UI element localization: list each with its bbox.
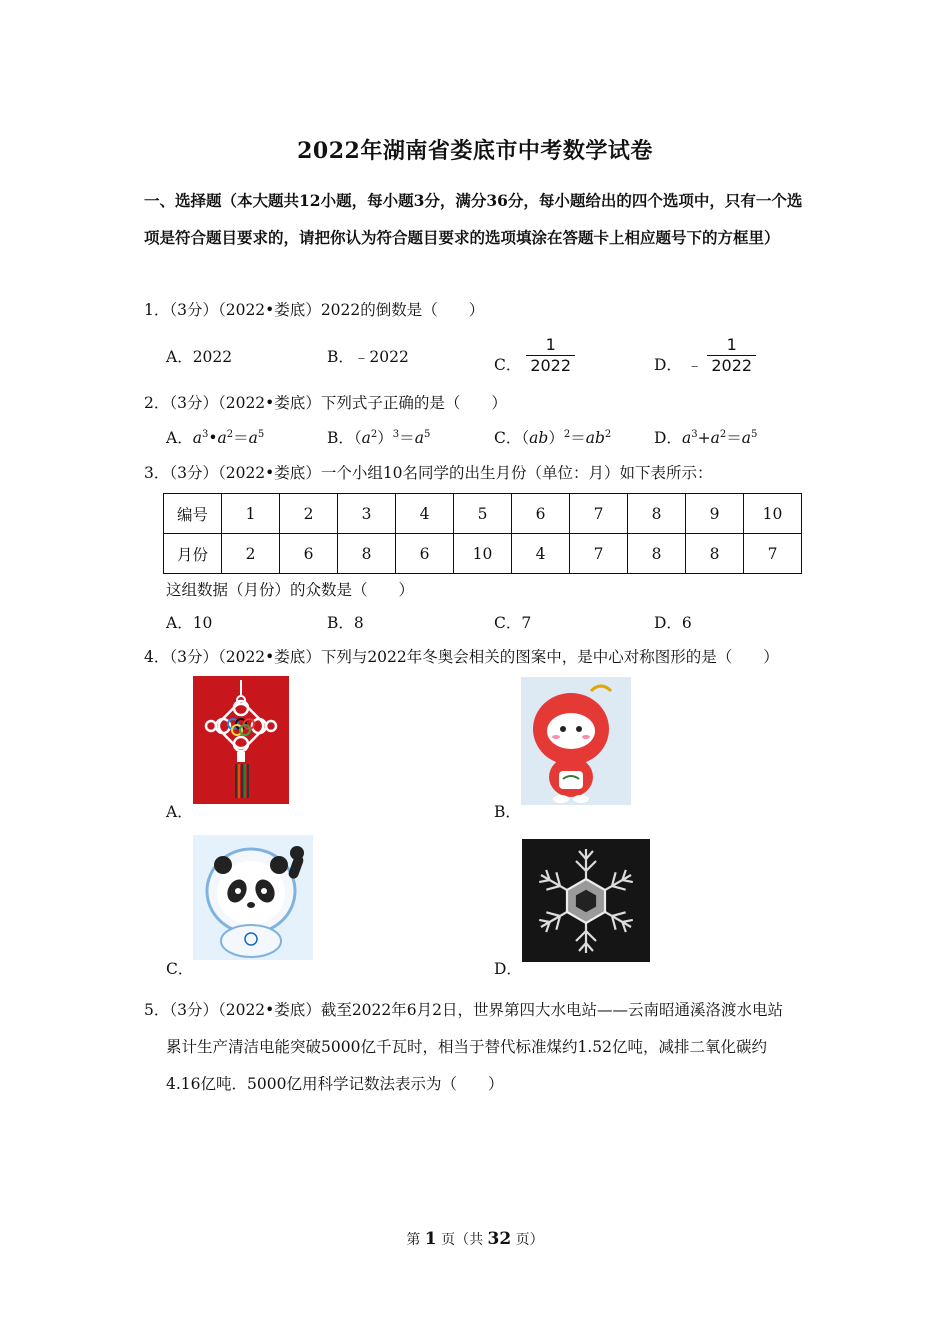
- table-cell: 6: [396, 534, 454, 574]
- page-title: 2022年湖南省娄底市中考数学试卷: [297, 138, 653, 164]
- q2-option-b-label: B．: [327, 429, 354, 447]
- q2-option-d: D．$a^3+a^2=a^5$: [654, 429, 758, 447]
- question-5-line-3: 4.16亿吨．5000亿用科学记数法表示为（ ）: [166, 1075, 504, 1093]
- table-cell: 10: [744, 494, 802, 534]
- table-cell: 2: [222, 534, 280, 574]
- footer-total-pages: 32: [487, 1229, 512, 1249]
- table-cell: 7: [744, 534, 802, 574]
- table-cell: 10: [454, 534, 512, 574]
- table-cell: 9: [686, 494, 744, 534]
- q4-option-a-label: A．: [166, 803, 193, 821]
- table-cell: 8: [628, 534, 686, 574]
- q1-option-c-label: C．: [494, 355, 522, 374]
- footer-suffix: 页）: [515, 1232, 544, 1248]
- q1-option-c: [494, 335, 575, 376]
- table-cell: 5: [454, 494, 512, 534]
- page-footer: [0, 1229, 950, 1249]
- q2-option-b: B．$(a^2)^3=a^5$: [327, 429, 431, 447]
- q2-option-c: C．$(ab)^2=ab^2$: [494, 429, 612, 447]
- table-cell: 6: [280, 534, 338, 574]
- table-cell: 8: [628, 494, 686, 534]
- lantern-mascot-image: [521, 677, 631, 805]
- question-5-line-2: 累计生产清洁电能突破5000亿千瓦时，相当于替代标准煤约1.52亿吨，减排二氧化碳约: [166, 1038, 767, 1056]
- q3-option-d: D．6: [654, 614, 692, 632]
- table-cell: 4: [512, 534, 570, 574]
- q1-option-b: B．﹣2022: [327, 348, 409, 366]
- table-cell: 7: [570, 534, 628, 574]
- q2-option-a: A．$a^3•a^2=a^5$: [166, 429, 265, 447]
- question-3-follow: 这组数据（月份）的众数是（ ）: [166, 581, 415, 599]
- q1-option-c-fraction: [526, 335, 575, 376]
- q1-option-d-label: D．: [654, 355, 682, 374]
- chinese-knot-image: [193, 676, 289, 804]
- table-row: [164, 534, 802, 574]
- section-heading: 一、选择题（本大题共12小题，每小题3分，满分36分，每小题给出的四个选项中，只有一个选项是符合题目要求的，请把你认为符合题目要求的选项填涂在答题卡上相应题号下的方框里）: [144, 191, 803, 247]
- table-cell: 6: [512, 494, 570, 534]
- q1-c-denominator: 2022: [526, 355, 575, 376]
- q2-option-d-label: D．: [654, 429, 682, 447]
- question-1-stem: 1．（3分）（2022•娄底）2022的倒数是（ ）: [144, 301, 485, 319]
- table-cell: 4: [396, 494, 454, 534]
- q4-option-d-label: D．: [494, 960, 522, 978]
- q1-option-d-fraction: [707, 335, 756, 376]
- table-row: [164, 494, 802, 534]
- table-cell: 7: [570, 494, 628, 534]
- panda-mascot-image: [193, 835, 313, 960]
- q1-d-numerator: 1: [726, 335, 737, 354]
- footer-mid: 页（共: [441, 1232, 484, 1248]
- q3-option-c: C．7: [494, 614, 532, 632]
- footer-prefix: 第: [406, 1232, 421, 1248]
- question-3-stem: 3．（3分）（2022•娄底）一个小组10名同学的出生月份（单位：月）如下表所示：: [144, 464, 713, 482]
- q3-option-b: B．8: [327, 614, 364, 632]
- q2-option-c-label: C．: [494, 429, 522, 447]
- question-2-stem: 2．（3分）（2022•娄底）下列式子正确的是（ ）: [144, 394, 507, 412]
- table-cell: 月份: [164, 534, 222, 574]
- table-cell: 1: [222, 494, 280, 534]
- table-cell: 编号: [164, 494, 222, 534]
- q2-option-a-label: A．: [166, 429, 193, 447]
- question-5-line-1: 5．（3分）（2022•娄底）截至2022年6月2日，世界第四大水电站——云南昭通溪洛渡水电站: [144, 1001, 783, 1019]
- q1-option-d-sign: ﹣: [686, 355, 703, 374]
- q3-option-a: A．10: [166, 614, 213, 632]
- snowflake-image: [522, 839, 650, 962]
- question-4-stem: 4．（3分）（2022•娄底）下列与2022年冬奥会相关的图案中，是中心对称图形的是（ ）: [144, 648, 779, 666]
- q1-c-numerator: 1: [545, 335, 556, 354]
- q4-option-c-label: C．: [166, 960, 194, 978]
- birth-month-table: [163, 493, 802, 574]
- q1-option-a: A．2022: [166, 348, 233, 366]
- q1-option-d: [654, 335, 756, 376]
- table-cell: 3: [338, 494, 396, 534]
- q4-option-b-label: B．: [494, 803, 521, 821]
- q1-d-denominator: 2022: [707, 355, 756, 376]
- table-cell: 2: [280, 494, 338, 534]
- table-cell: 8: [686, 534, 744, 574]
- table-cell: 8: [338, 534, 396, 574]
- footer-page-number: 1: [424, 1229, 437, 1249]
